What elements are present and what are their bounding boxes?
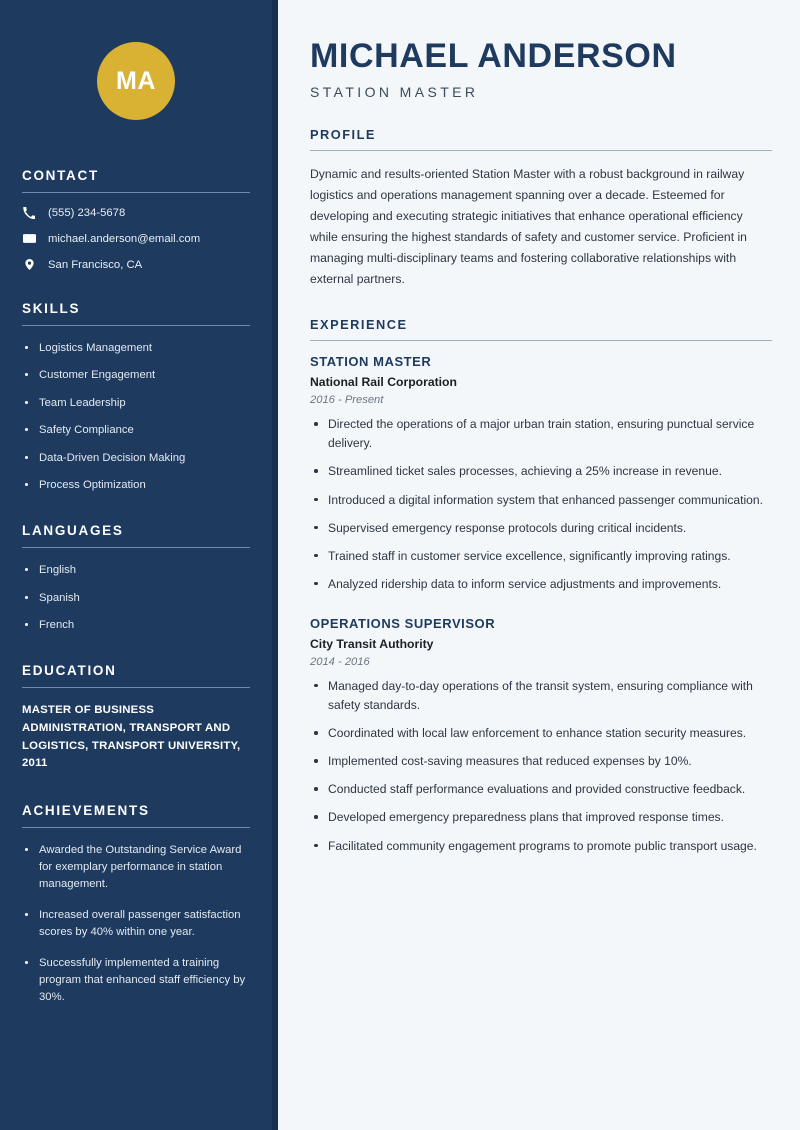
list-item: Awarded the Outstanding Service Award for exemplary performance in station management. (22, 842, 250, 893)
experience-section (310, 317, 772, 855)
profile-section (310, 127, 772, 290)
profile-divider (310, 150, 772, 151)
job-title: STATION MASTER (310, 354, 432, 370)
experience-divider (310, 340, 772, 341)
list-item: Managed day-to-day operations of the transit system, ensuring compliance with safety standards. (310, 677, 772, 715)
list-item: English (22, 562, 250, 578)
contact-item-location[interactable] (22, 258, 250, 271)
profile-text: Dynamic and results-oriented Station Master with a robust background in railway logistics and operations management spanning over a decade. Esteemed for developing and executing strategic initiatives that enhance operational efficiency while ensuring the highest standards of safety and customer service. Proficient in managing multi-disciplinary teams and fostering collaborative relationships with external partners. (310, 167, 747, 287)
job-bullet-list (310, 415, 772, 594)
list-item: Successfully implemented a training program that enhanced staff efficiency by 30%. (22, 955, 250, 1006)
experience-heading: EXPERIENCE (310, 317, 408, 333)
skills-divider (22, 325, 250, 326)
job-dates: 2016 - Present (310, 394, 384, 407)
skills-list (22, 340, 250, 493)
list-item: Streamlined ticket sales processes, achieving a 25% increase in revenue. (310, 462, 772, 481)
languages-list (22, 562, 250, 633)
list-item: French (22, 617, 250, 633)
list-item: Trained staff in customer service excellence, significantly improving ratings. (310, 547, 772, 566)
list-item: Facilitated community engagement programs to promote public transport usage. (310, 837, 772, 856)
experience-entry (310, 616, 772, 856)
education-heading: EDUCATION (22, 663, 117, 679)
profile-heading: PROFILE (310, 127, 376, 143)
languages-section (22, 523, 250, 633)
list-item: Conducted staff performance evaluations and provided constructive feedback. (310, 780, 772, 799)
list-item: Logistics Management (22, 340, 250, 356)
contact-phone-value: (555) 234-5678 (48, 207, 126, 219)
education-entry: MASTER OF BUSINESS ADMINISTRATION, TRANSPORT AND LOGISTICS, TRANSPORT UNIVERSITY, 2011 (22, 704, 241, 770)
list-item: Supervised emergency response protocols during critical incidents. (310, 519, 772, 538)
list-item: Customer Engagement (22, 367, 250, 383)
contact-section (22, 168, 250, 271)
contact-location-value: San Francisco, CA (48, 258, 143, 271)
phone-icon (22, 207, 36, 219)
avatar: MA (97, 42, 175, 120)
list-item: Coordinated with local law enforcement to enhance station security measures. (310, 724, 772, 743)
job-title: OPERATIONS SUPERVISOR (310, 615, 496, 631)
list-item: Directed the operations of a major urban train station, ensuring punctual service delivery. (310, 415, 772, 453)
contact-heading: CONTACT (22, 168, 99, 183)
main-content (278, 0, 800, 1130)
job-role-subtitle: STATION MASTER (310, 84, 479, 101)
achievements-divider (22, 827, 250, 828)
page-title: MICHAEL ANDERSON (310, 37, 677, 75)
languages-heading: LANGUAGES (22, 523, 124, 539)
achievements-heading: ACHIEVEMENTS (22, 803, 150, 819)
job-company: City Transit Authority (310, 636, 434, 651)
list-item: Increased overall passenger satisfaction scores by 40% within one year. (22, 907, 250, 941)
avatar-container (22, 0, 250, 168)
job-dates: 2014 - 2016 (310, 655, 370, 668)
envelope-icon (22, 232, 36, 245)
list-item: Safety Compliance (22, 422, 250, 438)
achievements-section (22, 803, 250, 1006)
achievements-list (22, 842, 250, 1006)
list-item: Data-Driven Decision Making (22, 450, 250, 466)
location-pin-icon (22, 258, 36, 271)
list-item: Process Optimization (22, 477, 250, 493)
skills-section (22, 301, 250, 493)
contact-divider (22, 192, 250, 193)
skills-heading: SKILLS (22, 301, 81, 316)
sidebar (0, 0, 278, 1130)
job-bullet-list (310, 677, 772, 856)
contact-email-value: michael.anderson@email.com (48, 232, 201, 245)
list-item: Introduced a digital information system that enhanced passenger communication. (310, 491, 772, 510)
list-item: Team Leadership (22, 395, 250, 411)
list-item: Analyzed ridership data to inform service adjustments and improvements. (310, 575, 772, 594)
job-company: National Rail Corporation (310, 375, 457, 390)
languages-divider (22, 547, 250, 548)
contact-item-phone[interactable] (22, 207, 250, 219)
list-item: Spanish (22, 590, 250, 606)
education-section (22, 663, 250, 773)
contact-item-email[interactable] (22, 232, 250, 245)
list-item: Developed emergency preparedness plans that improved response times. (310, 808, 772, 827)
list-item: Implemented cost-saving measures that reduced expenses by 10%. (310, 752, 772, 771)
experience-entry (310, 354, 772, 594)
education-divider (22, 687, 250, 688)
